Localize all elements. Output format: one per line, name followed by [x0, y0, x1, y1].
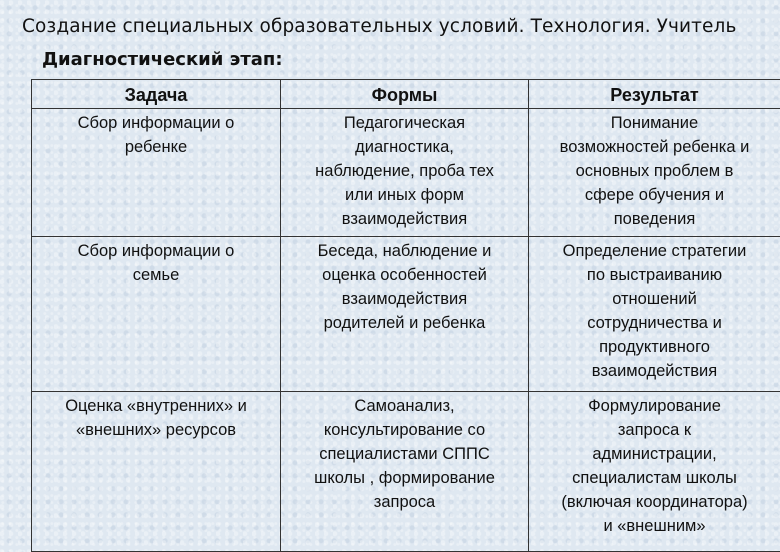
task-cell: Сбор информации о ребенке: [32, 109, 281, 237]
column-header-forms: Формы: [281, 80, 529, 109]
result-cell: Формулирование запроса к администрации, специалистам школы (включая координатора) и «внешним»: [529, 392, 780, 552]
table-row: [32, 237, 780, 392]
table-row: [32, 392, 780, 552]
diagnostic-stage-table: [31, 79, 780, 552]
section-subtitle: Диагностический этап:: [42, 49, 283, 70]
forms-cell: Беседа, наблюдение и оценка особенностей взаимодействия родителей и ребенка: [281, 237, 529, 392]
result-cell: Понимание возможностей ребенка и основных проблем в сфере обучения и поведения: [529, 109, 780, 237]
task-cell: Сбор информации о семье: [32, 237, 281, 392]
table-header-row: [32, 80, 780, 109]
task-cell: Оценка «внутренних» и «внешних» ресурсов: [32, 392, 281, 552]
column-header-result: Результат: [529, 80, 780, 109]
column-header-task: Задача: [32, 80, 281, 109]
result-cell: Определение стратегии по выстраиванию отношений сотрудничества и продуктивного взаимодействия: [529, 237, 780, 392]
table-row: [32, 109, 780, 237]
forms-cell: Самоанализ, консультирование со специалистами СППС школы , формирование запроса: [281, 392, 529, 552]
forms-cell: Педагогическая диагностика, наблюдение, проба тех или иных форм взаимодействия: [281, 109, 529, 237]
page-title: Создание специальных образовательных условий. Технология. Учитель: [22, 16, 736, 37]
